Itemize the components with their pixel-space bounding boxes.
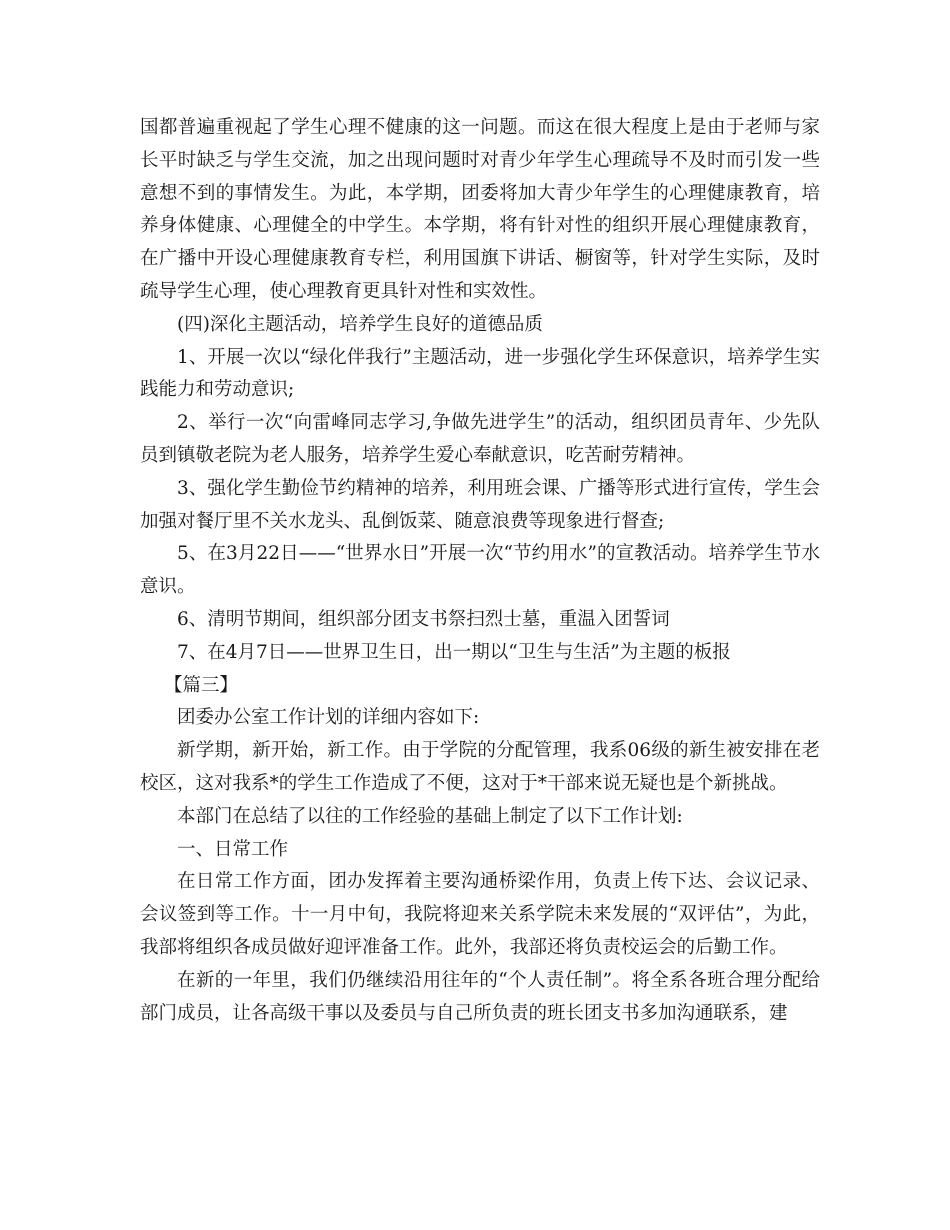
section-tag-part-three: 【篇三】 bbox=[164, 674, 239, 696]
document-body bbox=[140, 112, 820, 1030]
section-heading-four: (四)深化主题活动，培养学生良好的道德品质 bbox=[177, 313, 543, 335]
list-item-2: 2、举行一次“向雷峰同志学习,争做先进学生”的活动，组织团员青年、少先队员到镇敬老院为老人服务，培养学生爱心奉献意识，吃苦耐劳精神。 bbox=[140, 412, 820, 466]
paragraph-mental-health: 国都普遍重视起了学生心理不健康的这一问题。而这在很大程度上是由于老师与家长平时缺乏与学生交流，加之出现问题时对青少年学生心理疏导不及时而引发一些意想不到的事情发生。为此，本学期，团委将加大青少年学生的心理健康教育，培养身体健康、心理健全的中学生。本学期，将有针对性的组织开展心理健康教育，在广播中开设心理健康教育专栏，利用国旗下讲话、橱窗等，针对学生实际，及时疏导学生心理，使心理教育更具针对性和实效性。 bbox=[140, 117, 820, 302]
paragraph-plan-basis: 本部门在总结了以往的工作经验的基础上制定了以下工作计划: bbox=[177, 805, 683, 827]
list-item-7: 7、在4月7日——世界卫生日，出一期以“卫生与生活”为主题的板报 bbox=[177, 641, 731, 663]
list-item-6: 6、清明节期间，组织部分团支书祭扫烈士墓，重温入团誓词 bbox=[177, 608, 670, 630]
paragraph-daily-work: 在日常工作方面，团办发挥着主要沟通桥梁作用，负责上传下达、会议记录、会议签到等工作。十一月中旬，我院将迎来关系学院未来发展的“双评估”，为此，我部将组织各成员做好迎评准备工作。此外，我部还将负责校运会的后勤工作。 bbox=[140, 871, 820, 958]
list-item-3: 3、强化学生勤俭节约精神的培养，利用班会课、广播等形式进行宣传，学生会加强对餐厅里不关水龙头、乱倒饭菜、随意浪费等现象进行督查; bbox=[140, 477, 820, 532]
paragraph-intro: 团委办公室工作计划的详细内容如下: bbox=[177, 707, 480, 729]
list-item-1: 1、开展一次以“绿化伴我行”主题活动，进一步强化学生环保意识，培养学生实践能力和劳动意识; bbox=[140, 346, 820, 401]
list-item-5: 5、在3月22日——“世界水日”开展一次“节约用水”的宣教活动。培养学生节水意识。 bbox=[140, 543, 820, 598]
section-heading-daily-work: 一、日常工作 bbox=[177, 838, 289, 860]
paragraph-new-semester: 新学期，新开始，新工作。由于学院的分配管理，我系06级的新生被安排在老校区，这对我系*的学生工作造成了不便，这对于*干部来说无疑也是个新挑战。 bbox=[140, 740, 820, 794]
paragraph-responsibility: 在新的一年里，我们仍继续沿用往年的“个人责任制”。将全系各班合理分配给部门成员，让各高级干事以及委员与自己所负责的班长团支书多加沟通联系，建 bbox=[140, 969, 820, 1024]
